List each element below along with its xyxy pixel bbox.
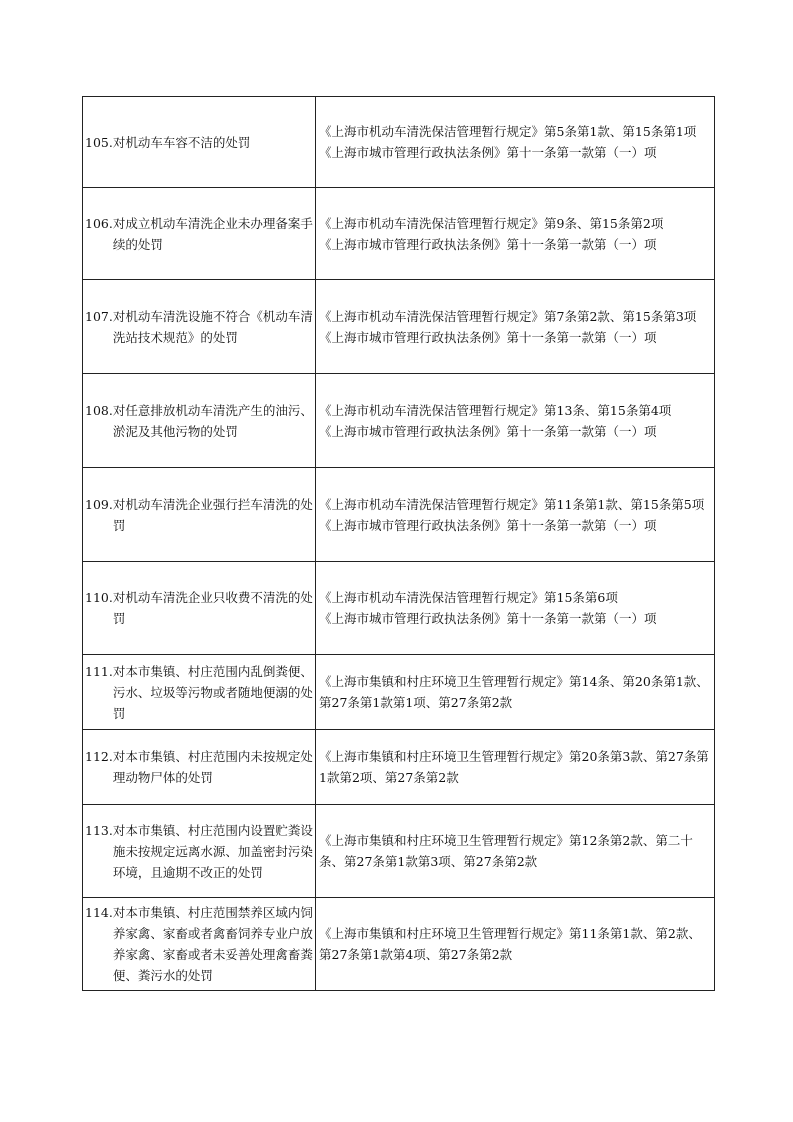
item-number: 108. xyxy=(85,402,113,418)
penalty-table-body xyxy=(83,97,715,991)
basis-line: 《上海市集镇和村庄环境卫生管理暂行规定》第20条第3款、第27条第1款第2项、第27条第2款 xyxy=(319,749,709,785)
basis-cell xyxy=(316,730,715,805)
basis-line: 《上海市城市管理行政执法条例》第十一条第一款第（一）项 xyxy=(319,423,657,439)
item-number: 114. xyxy=(85,905,113,920)
basis-line: 《上海市城市管理行政执法条例》第十一条第一款第（一）项 xyxy=(319,329,657,345)
table-row xyxy=(83,97,715,188)
item-text: 对机动车清洗企业强行拦车清洗的处罚 xyxy=(112,496,313,533)
basis-line: 《上海市集镇和村庄环境卫生管理暂行规定》第14条、第20条第1款、第27条第1款第1项、第27条第2款 xyxy=(319,674,709,710)
basis-cell xyxy=(316,898,715,991)
item-cell xyxy=(83,805,316,898)
item-text: 对机动车车容不洁的处罚 xyxy=(112,134,251,150)
item-number: 107. xyxy=(85,308,113,324)
item-cell xyxy=(83,188,316,280)
basis-line: 《上海市机动车清洗保洁管理暂行规定》第15条第6项 xyxy=(319,590,618,605)
basis-line: 《上海市城市管理行政执法条例》第十一条第一款第（一）项 xyxy=(319,517,657,533)
basis-cell xyxy=(316,562,715,655)
item-text: 对机动车清洗设施不符合《机动车清洗站技术规范》的处罚 xyxy=(112,308,313,345)
basis-line: 《上海市机动车清洗保洁管理暂行规定》第13条、第15条第4项 xyxy=(319,402,672,418)
basis-cell xyxy=(316,655,715,730)
basis-line: 《上海市机动车清洗保洁管理暂行规定》第9条、第15条第2项 xyxy=(319,215,664,231)
item-number: 111. xyxy=(85,663,113,679)
basis-line: 《上海市集镇和村庄环境卫生管理暂行规定》第12条第2款、第二十条、第27条第1款第3项、第27条第2款 xyxy=(319,833,693,869)
item-text: 对本市集镇、村庄范围禁养区域内饲养家禽、家畜或者禽畜饲养专业户放养家禽、家畜或者未妥善处理禽畜粪便、粪污水的处罚 xyxy=(112,905,313,983)
basis-line: 《上海市机动车清洗保洁管理暂行规定》第11条第1款、第15条第5项 xyxy=(319,496,705,512)
item-cell xyxy=(83,468,316,562)
item-text: 对任意排放机动车清洗产生的油污、淤泥及其他污物的处罚 xyxy=(112,402,313,439)
item-number: 106. xyxy=(85,215,113,231)
table-row xyxy=(83,805,715,898)
table-row xyxy=(83,730,715,805)
basis-line: 《上海市机动车清洗保洁管理暂行规定》第5条第1款、第15条第1项 xyxy=(319,124,697,139)
item-cell xyxy=(83,280,316,374)
table-row xyxy=(83,655,715,730)
item-text: 对本市集镇、村庄范围内乱倒粪便、污水、垃圾等污物或者随地便溺的处罚 xyxy=(112,663,313,721)
item-cell xyxy=(83,898,316,991)
table-row xyxy=(83,562,715,655)
item-cell xyxy=(83,655,316,730)
basis-line: 《上海市机动车清洗保洁管理暂行规定》第7条第2款、第15条第3项 xyxy=(319,308,697,324)
table-row xyxy=(83,468,715,562)
item-cell xyxy=(83,97,316,188)
item-text: 对本市集镇、村庄范围内设置贮粪设施未按规定远离水源、加盖密封污染环境，且逾期不改正的处罚 xyxy=(112,822,313,880)
basis-line: 《上海市城市管理行政执法条例》第十一条第一款第（一）项 xyxy=(319,236,657,252)
table-row xyxy=(83,374,715,468)
item-number: 110. xyxy=(85,590,113,605)
basis-cell xyxy=(316,188,715,280)
basis-cell xyxy=(316,374,715,468)
item-text: 对成立机动车清洗企业未办理备案手续的处罚 xyxy=(112,215,313,252)
item-cell xyxy=(83,562,316,655)
item-number: 105. xyxy=(85,134,113,150)
item-text: 对机动车清洗企业只收费不清洗的处罚 xyxy=(112,590,313,626)
item-text: 对本市集镇、村庄范围内未按规定处理动物尸体的处罚 xyxy=(112,749,313,785)
basis-line: 《上海市城市管理行政执法条例》第十一条第一款第（一）项 xyxy=(319,145,657,160)
basis-cell xyxy=(316,280,715,374)
basis-cell xyxy=(316,468,715,562)
basis-line: 《上海市城市管理行政执法条例》第十一条第一款第（一）项 xyxy=(319,611,657,626)
item-cell xyxy=(83,374,316,468)
table-row xyxy=(83,188,715,280)
item-cell xyxy=(83,730,316,805)
item-number: 109. xyxy=(85,496,113,512)
basis-cell xyxy=(316,97,715,188)
basis-cell xyxy=(316,805,715,898)
penalty-table xyxy=(82,96,715,991)
table-row xyxy=(83,898,715,991)
table-row xyxy=(83,280,715,374)
basis-line: 《上海市集镇和村庄环境卫生管理暂行规定》第11条第1款、第2款、第27条第1款第4项、第27条第2款 xyxy=(319,926,701,962)
item-number: 113. xyxy=(85,822,113,838)
item-number: 112. xyxy=(85,749,113,764)
